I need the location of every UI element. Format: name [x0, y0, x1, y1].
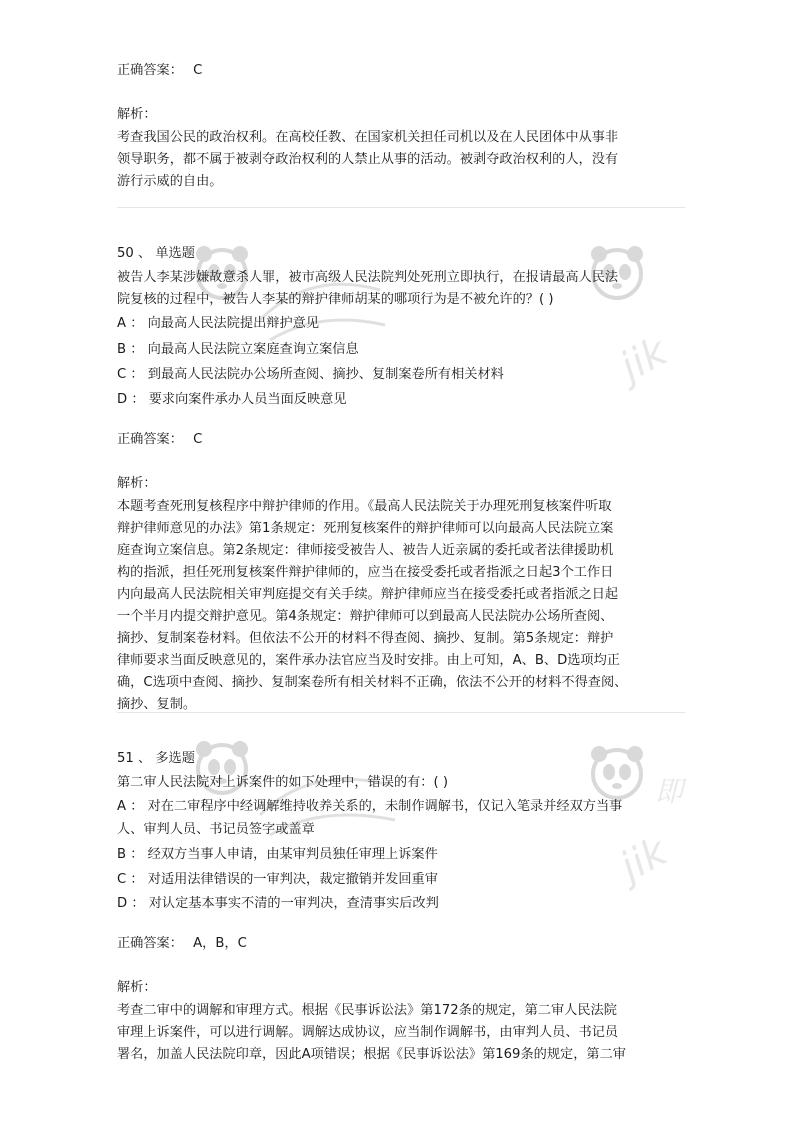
analysis-line: 一个半月内提交辩护意见。第4条规定：辩护律师可以到最高人民法院办公场所查阅、 [117, 609, 614, 624]
watermark-brand-text: jik [613, 828, 675, 891]
q51-option-d: D ： 对认定基本事实不清的一审判决，查清事实后改判 [117, 896, 439, 911]
option-text: 对适用法律错误的一审判决，裁定撤销并发回重审 [147, 872, 438, 887]
answer-value: A，B，C [193, 936, 247, 951]
q51-option-c: C ： 对适用法律错误的一审判决，裁定撤销并发回重审 [117, 872, 438, 887]
question-number: 51 [117, 751, 134, 766]
watermark-brand-text: jik [613, 328, 675, 391]
answer-value: C [193, 63, 203, 78]
q51-option-a: A ： 对在二审程序中经调解维持收养关系的，未制作调解书，仅记入笔录并经双方当事 [117, 799, 623, 814]
q51-header: 51 、 多选题 [117, 751, 195, 766]
q50-answer [117, 430, 202, 450]
analysis-line: 辩护律师意见的办法》第1条规定：死刑复核案件的辩护律师可以向最高人民法院立案 [117, 521, 614, 536]
answer-label: 正确答案： [117, 63, 183, 78]
option-text: 经双方当事人申请，由某审判员独任审理上诉案件 [147, 847, 438, 862]
analysis-line: 考查我国公民的政治权利。在高校任教、在国家机关担任司机以及在人民团体中从事非 [117, 130, 619, 145]
q50-header: 50 、 单选题 [117, 246, 195, 261]
analysis-line: 构的指派，担任死刑复核案件辩护律师的，应当在接受委托或者指派之日起3个工作日 [117, 565, 614, 580]
option-text: 对在二审程序中经调解维持收养关系的，未制作调解书，仅记入笔录并经双方当事 [147, 799, 623, 814]
option-letter: C [117, 367, 127, 382]
option-text: 要求向案件承办人员当面反映意见 [148, 392, 347, 407]
option-letter: D [117, 896, 128, 911]
option-text: 到最高人民法院办公场所查阅、摘抄、复制案卷所有相关材料 [147, 367, 504, 382]
q50-analysis-label: 解析： [117, 476, 157, 491]
divider [117, 712, 685, 713]
analysis-line: 审理上诉案件，可以进行调解。调解达成协议，应当制作调解书，由审判人员、书记员 [117, 1025, 619, 1040]
analysis-line: 摘抄、复制。 [117, 697, 197, 712]
q50-option-d: D ： 要求向案件承办人员当面反映意见 [117, 392, 347, 407]
option-letter: D [117, 392, 128, 407]
option-text: 对认定基本事实不清的一审判决，查清事实后改判 [148, 896, 439, 911]
q51-answer [117, 934, 247, 954]
analysis-line: 署名，加盖人民法院印章，因此A项错误；根据《民事诉讼法》第169条的规定，第二审 [117, 1047, 626, 1062]
option-letter: A [117, 316, 127, 331]
option-letter: B [117, 342, 127, 357]
option-text: 向最高人民法院立案庭查询立案信息 [147, 342, 359, 357]
answer-value: C [193, 432, 203, 447]
q50-stem-line: 院复核的过程中，被告人李某的辩护律师胡某的哪项行为是不被允许的？( ) [117, 292, 554, 307]
divider [117, 207, 685, 208]
analysis-line: 摘抄、复制案卷材料。但依法不公开的材料不得查阅、摘抄、复制。第5条规定：辩护 [117, 631, 614, 646]
analysis-line: 庭查询立案信息。第2条规定：律师接受被告人、被告人近亲属的委托或者法律援助机 [117, 543, 614, 558]
analysis-line: 领导职务，都不属于被剥夺政治权利的人禁止从事的活动。被剥夺政治权利的人，没有 [117, 152, 619, 167]
question-type: 单选题 [155, 246, 195, 261]
answer-label: 正确答案： [117, 432, 183, 447]
option-text: 向最高人民法院提出辩护意见 [147, 316, 320, 331]
watermark-cn-text: 即 [655, 775, 684, 808]
analysis-line: 律师要求当面反映意见的，案件承办法官应当及时安排。由上可知，A、B、D选项均正 [117, 653, 620, 668]
panda-logo-icon [585, 740, 649, 804]
analysis-line: 内向最高人民法院相关审判庭提交有关手续。辩护律师应当在接受委托或者指派之日起 [117, 587, 619, 602]
q50-option-a: A ： 向最高人民法院提出辩护意见 [117, 316, 320, 331]
question-type: 多选题 [155, 751, 195, 766]
q51-stem-line: 第二审人民法院对上诉案件的如下处理中，错误的有：( ) [117, 775, 448, 790]
analysis-line: 游行示威的自由。 [117, 174, 223, 189]
q50-option-c: C ： 到最高人民法院办公场所查阅、摘抄、复制案卷所有相关材料 [117, 367, 504, 382]
analysis-line: 考查二审中的调解和审理方式。根据《民事诉讼法》第172条的规定，第二审人民法院 [117, 1003, 617, 1018]
q51-option-b: B ： 经双方当事人申请，由某审判员独任审理上诉案件 [117, 847, 438, 862]
analysis-line: 确，C选项中查阅、摘抄、复制案卷所有相关材料不正确，依法不公开的材料不得查阅、 [117, 675, 628, 690]
q51-analysis-label: 解析： [117, 980, 157, 995]
option-letter: A [117, 799, 127, 814]
q51-option-a-cont: 人、审判人员、书记员签字或盖章 [117, 822, 315, 837]
option-letter: C [117, 872, 127, 887]
analysis-line: 本题考查死刑复核程序中辩护律师的作用。《最高人民法院关于办理死刑复核案件听取 [117, 499, 612, 514]
watermark-right-50 [585, 240, 695, 391]
question-number: 50 [117, 246, 134, 261]
q49-analysis-label: 解析： [117, 107, 157, 122]
answer-label: 正确答案： [117, 936, 183, 951]
q49-answer [117, 61, 202, 81]
q50-option-b: B ： 向最高人民法院立案庭查询立案信息 [117, 342, 359, 357]
q50-stem-line: 被告人李某涉嫌故意杀人罪，被市高级人民法院判处死刑立即执行，在报请最高人民法 [117, 270, 619, 285]
option-letter: B [117, 847, 127, 862]
